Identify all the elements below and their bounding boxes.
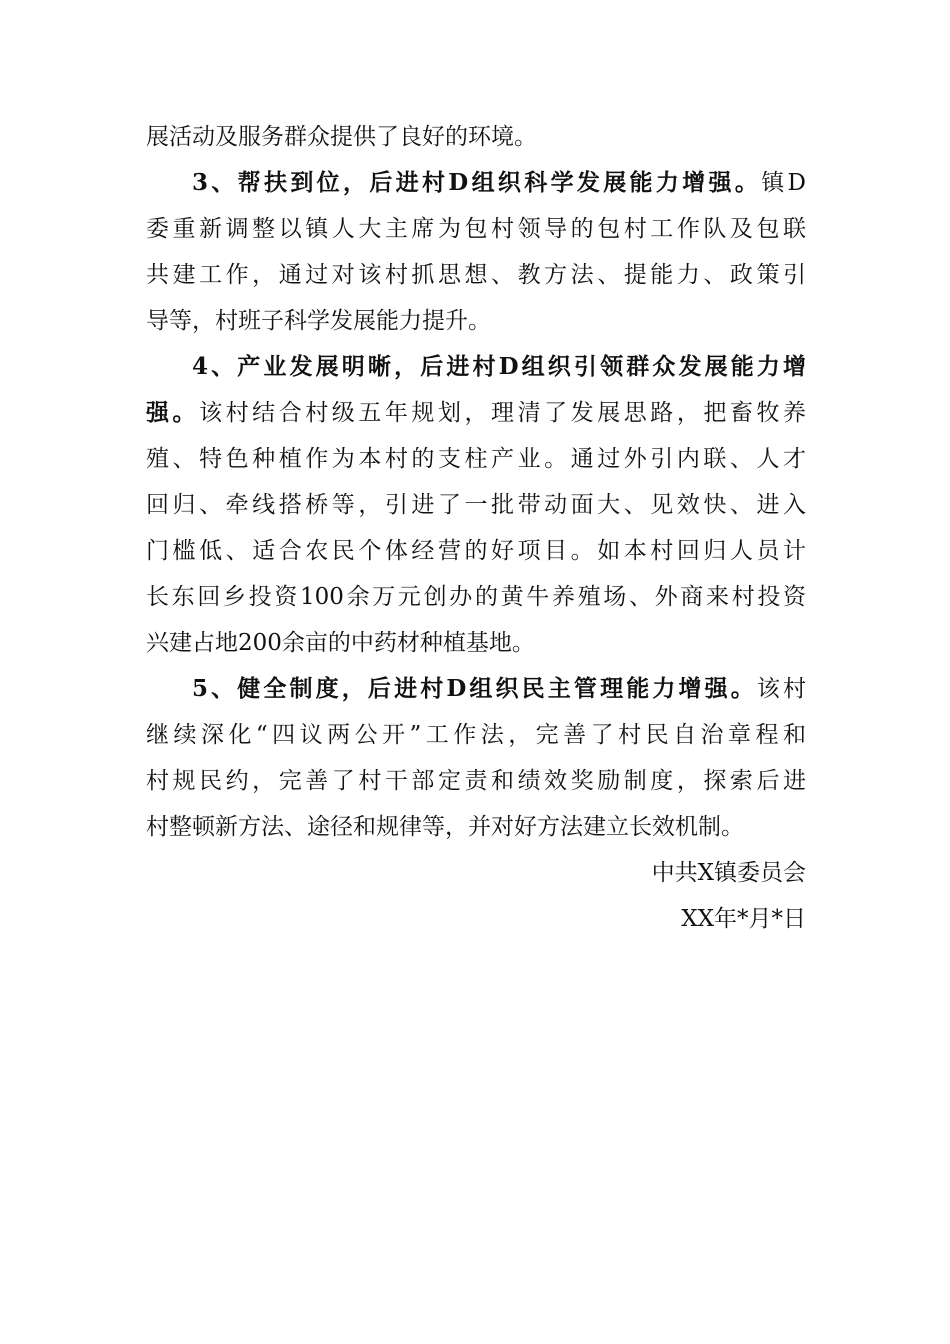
item4-line: 长东回乡投资100余万元创办的黄牛养殖场、外商来村投资	[146, 584, 806, 610]
item3-heading: 3、帮扶到位，后进村D组织科学发展能力增强。	[192, 169, 762, 196]
item4-line: 回归、牵线搭桥等，引进了一批带动面大、见效快、进入	[146, 492, 806, 518]
item4-heading-line2: 强。	[146, 399, 200, 426]
item3-first-line	[146, 160, 806, 206]
item4-text-start: 该村结合村级五年规划，理清了发展思路，把畜牧养	[199, 400, 807, 426]
item5-first-line	[146, 666, 806, 712]
item3-line: 导等，村班子科学发展能力提升。	[146, 308, 491, 334]
item5-line: 村整顿新方法、途径和规律等，并对好方法建立长效机制。	[146, 814, 744, 840]
item5-line: 继续深化“四议两公开”工作法，完善了村民自治章程和	[146, 722, 806, 748]
item5-line: 村规民约，完善了村干部定责和绩效奖励制度，探索后进	[146, 768, 806, 794]
item4-heading-line1: 4、产业发展明晰，后进村D组织引领群众发展能力增	[192, 353, 806, 380]
item4-line: 门槛低、适合农民个体经营的好项目。如本村回归人员计	[146, 538, 806, 564]
signature-date: XX年*月*日	[681, 906, 806, 932]
item4-line: 兴建占地200余亩的中药材种植基地。	[146, 630, 535, 656]
item5-text-start: 该村	[756, 676, 807, 702]
item3-line: 共建工作，通过对该村抓思想、教方法、提能力、政策引	[146, 262, 806, 288]
item4-line: 殖、特色种植作为本村的支柱产业。通过外引内联、人才	[146, 446, 806, 472]
item3-text-start: 镇D	[761, 170, 806, 196]
document-body	[146, 114, 806, 942]
signature-org: 中共X镇委员会	[651, 860, 806, 886]
item4-second-line	[146, 390, 806, 436]
item3-line: 委重新调整以镇人大主席为包村领导的包村工作队及包联	[146, 216, 806, 242]
paragraph-line: 展活动及服务群众提供了良好的环境。	[146, 124, 537, 150]
item5-heading: 5、健全制度，后进村D组织民主管理能力增强。	[192, 675, 757, 702]
